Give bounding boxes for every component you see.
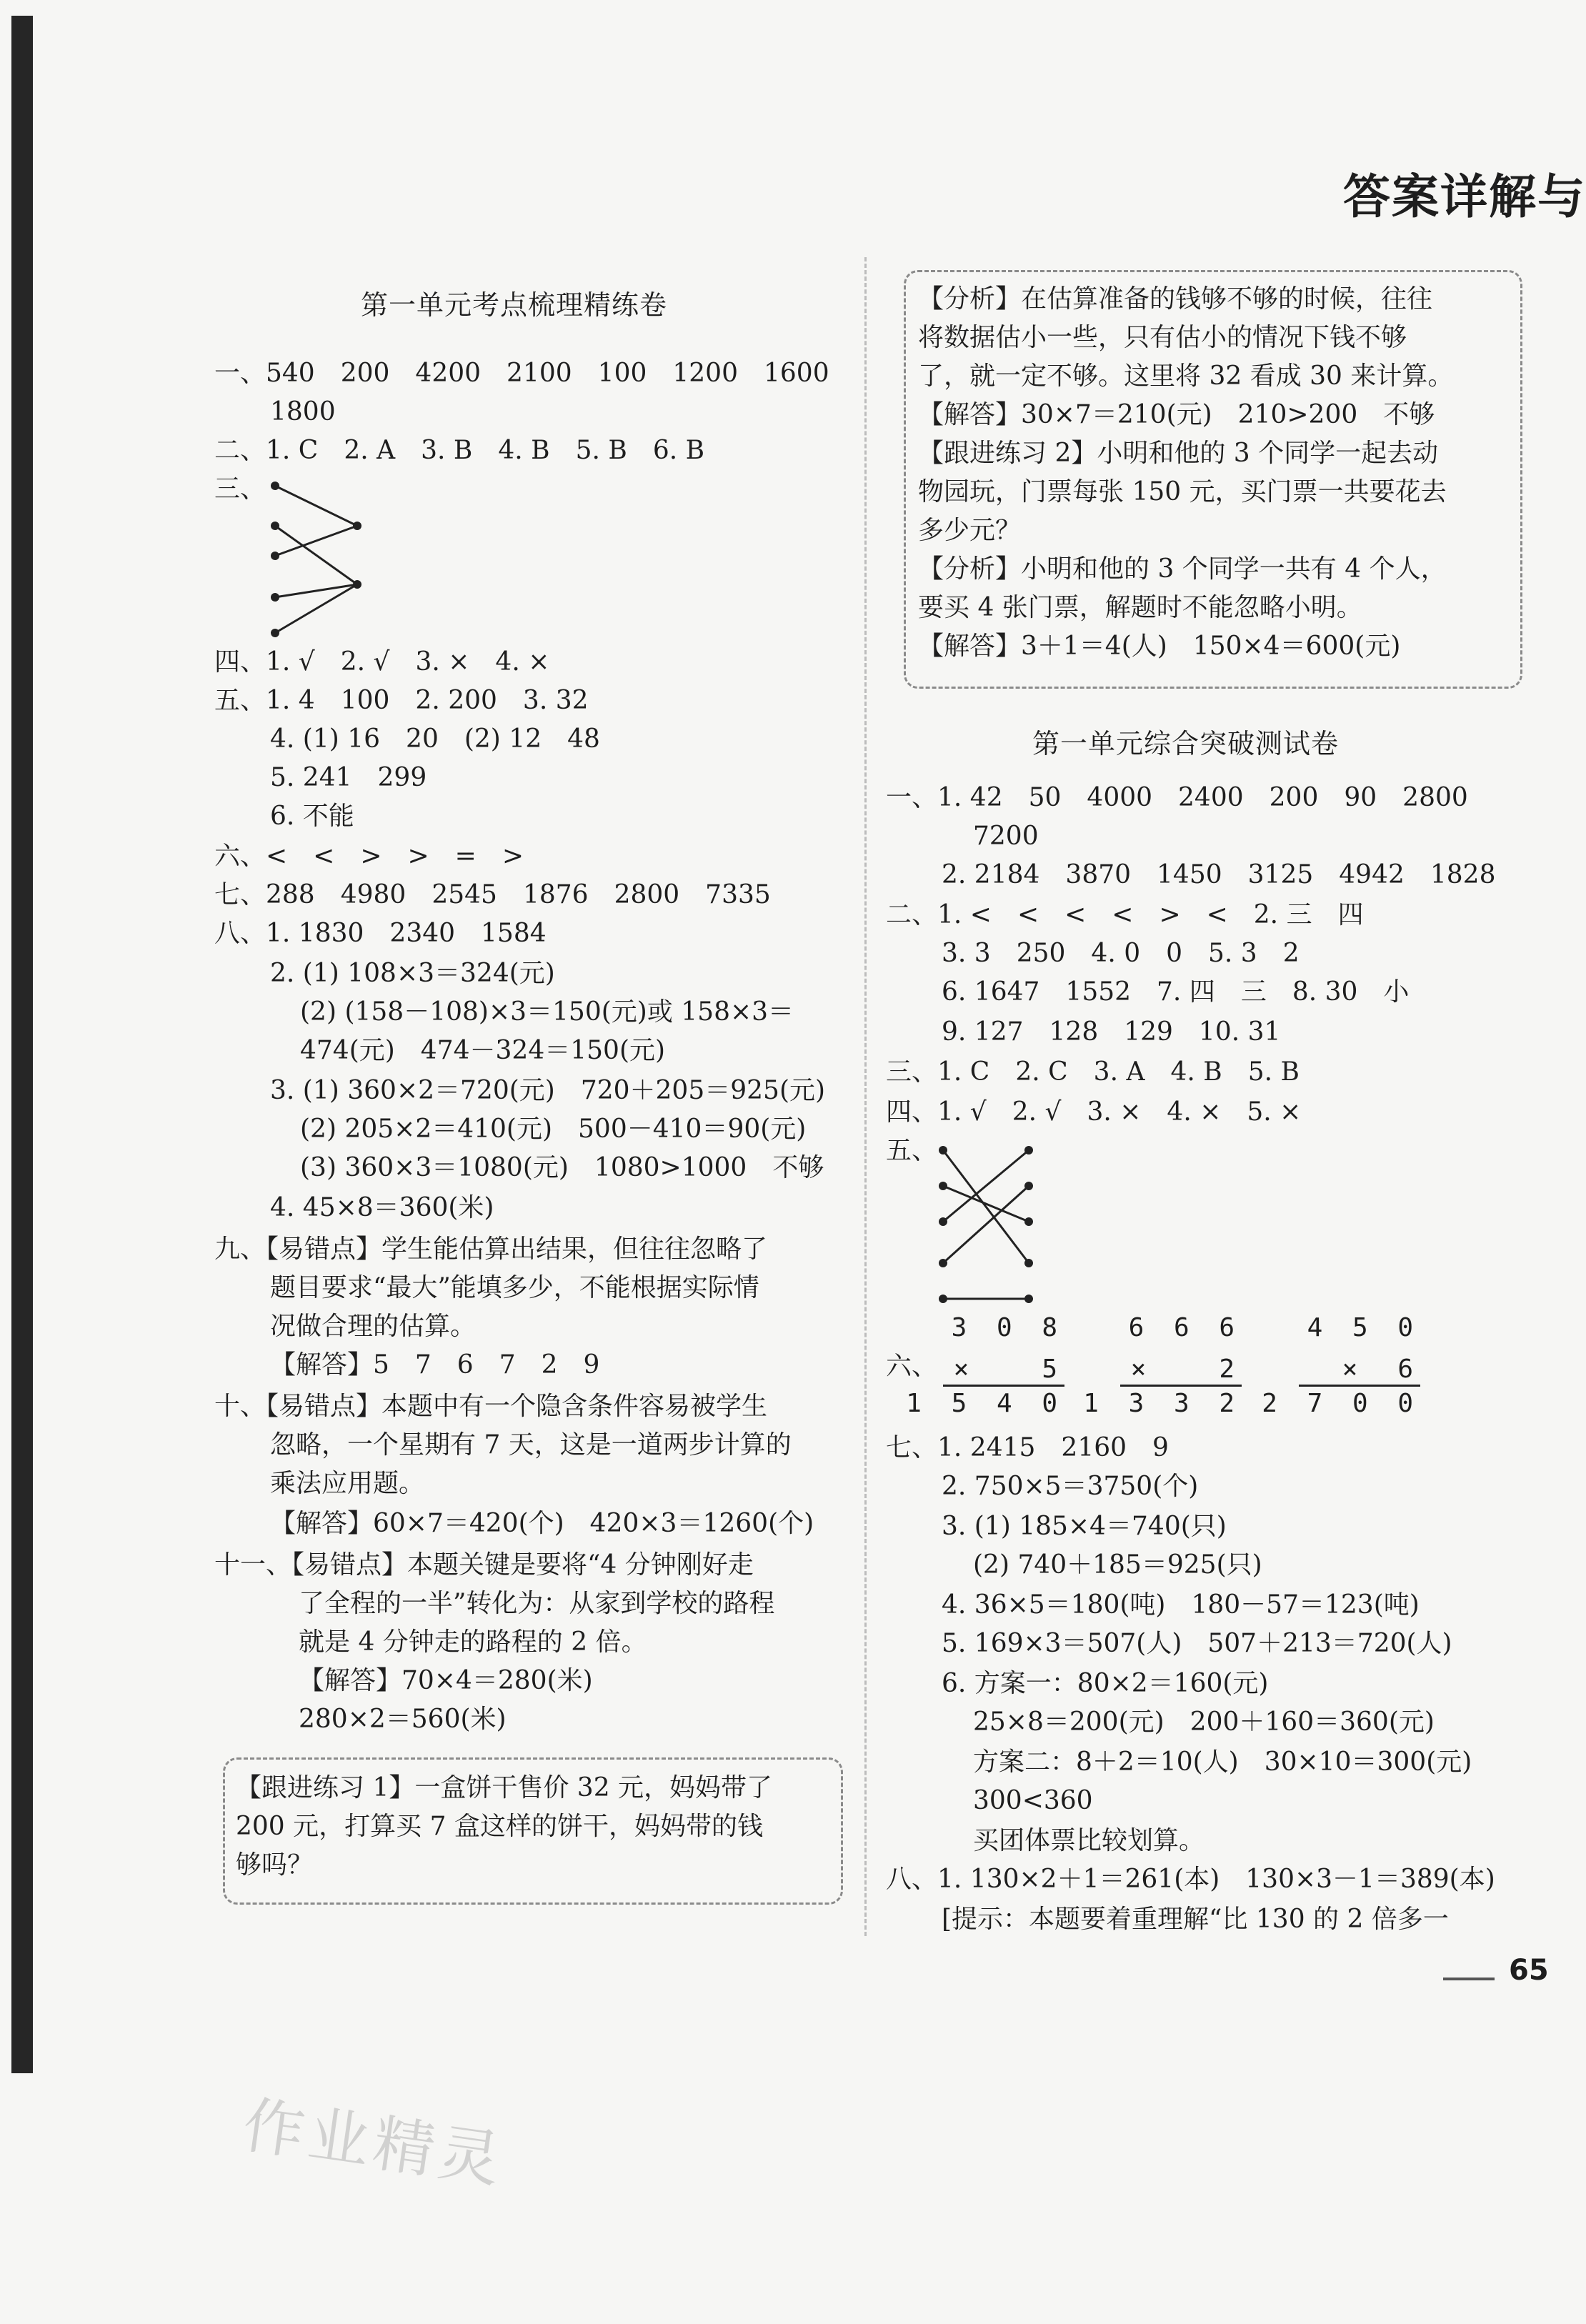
- answer-line: 5. 169×3＝507(人) 507＋213＝720(人): [942, 1629, 1452, 1658]
- answer-line: 六、< < > > = >: [214, 842, 524, 871]
- answer-line: 9. 127 128 129 10. 31: [942, 1017, 1281, 1047]
- answer-line: 2. 2184 3870 1450 3125 4942 1828: [942, 860, 1496, 889]
- mult-top: 3 0 8: [951, 1313, 1064, 1342]
- box-line: 【跟进练习 1】一盒饼干售价 32 元，妈妈带了: [236, 1773, 773, 1802]
- answer-line: 280×2＝560(米): [299, 1705, 507, 1734]
- answer-line: 七、288 4980 2545 1876 2800 7335: [214, 880, 771, 909]
- answer-line: 方案二：8＋2＝10(人) 30×10＝300(元): [973, 1747, 1472, 1777]
- answer-line: 二、1. C 2. A 3. B 4. B 5. B 6. B: [214, 436, 705, 465]
- answer-line: 题目要求“最大”能填多少，不能根据实际情: [270, 1273, 759, 1302]
- answer-line: 2. 750×5＝3750(个): [942, 1472, 1199, 1501]
- box-line: 物园玩，门票每张 150 元，买门票一共要花去: [918, 477, 1447, 507]
- mult-mid: × 6: [1342, 1355, 1420, 1384]
- box-line: 将数据估小一些，只有估小的情况下钱不够: [918, 323, 1407, 352]
- answer-line: 25×8＝200(元) 200＋160＝360(元): [973, 1707, 1435, 1737]
- answer-line: 四、1. √ 2. √ 3. × 4. × 5. ×: [886, 1097, 1302, 1127]
- answer-line: 7200: [973, 822, 1039, 851]
- answer-line: 6. 1647 1552 7. 四 三 8. 30 小: [942, 977, 1410, 1007]
- answer-line: 【解答】5 7 6 7 2 9: [270, 1350, 600, 1380]
- box-line: 多少元？: [918, 516, 1022, 545]
- answer-line: 况做合理的估算。: [270, 1312, 477, 1341]
- box-line: 【解答】30×7＝210(元) 210>200 不够: [918, 400, 1435, 429]
- answer-line: 五、1. 4 100 2. 200 3. 32: [214, 686, 589, 715]
- answer-line: 八、1. 1830 2340 1584: [214, 919, 547, 948]
- answer-line: 6. 不能: [270, 802, 354, 831]
- answer-line: 【解答】70×4＝280(米): [299, 1666, 593, 1695]
- answer-line: (2) 205×2＝410(元) 500－410＝90(元): [300, 1114, 807, 1144]
- answer-line: (3) 360×3＝1080(元) 1080>1000 不够: [300, 1153, 824, 1182]
- answer-line: 九、【易错点】学生能估算出结果，但往往忽略了: [214, 1235, 768, 1264]
- box-line: 【跟进练习 2】小明和他的 3 个同学一起去动: [918, 439, 1439, 468]
- answer-line: 一、1. 42 50 4000 2400 200 90 2800: [886, 783, 1468, 812]
- answer-line: 474(元) 474－324＝150(元): [300, 1036, 666, 1065]
- answer-line: 七、1. 2415 2160 9: [886, 1433, 1169, 1462]
- answer-line: 五、: [886, 1136, 938, 1165]
- answer-line: 1800: [270, 397, 336, 427]
- answer-line: 三、: [214, 474, 266, 504]
- answer-line: (2) (158－108)×3＝150(元)或 158×3＝: [300, 997, 794, 1027]
- page-header-title: 答案详解与: [1343, 169, 1586, 224]
- answer-line: 4. 36×5＝180(吨) 180－57＝123(吨): [942, 1590, 1420, 1620]
- vertical-multiplication: [1083, 1313, 1242, 1427]
- answer-line: 忽略，一个星期有 7 天，这是一道两步计算的: [270, 1430, 792, 1460]
- box-line: 了，就一定不够。这里将 32 看成 30 来计算。: [918, 361, 1454, 391]
- section-title-right: 第一单元综合突破测试卷: [1032, 728, 1340, 759]
- watermark-graphic: 作业精灵: [238, 2089, 509, 2198]
- answer-line: 6. 方案一：80×2＝160(元): [942, 1669, 1269, 1698]
- mult-bar: [1299, 1385, 1420, 1387]
- column-divider: [864, 257, 867, 1936]
- answer-line: 4. 45×8＝360(米): [270, 1193, 494, 1222]
- answer-line: 六、: [886, 1352, 938, 1381]
- answer-line: 一、540 200 4200 2100 100 1200 1600: [214, 359, 829, 388]
- answer-line: 3. (1) 185×4＝740(只): [942, 1512, 1227, 1541]
- answer-line: 4. (1) 16 20 (2) 12 48: [270, 724, 600, 754]
- answer-line: 乘法应用题。: [270, 1469, 425, 1498]
- answer-line: (2) 740＋185＝925(只): [973, 1550, 1262, 1580]
- box-line: 【分析】小明和他的 3 个同学一共有 4 个人，: [918, 554, 1447, 584]
- box-line: 200 元，打算买 7 盒这样的饼干，妈妈带的钱: [236, 1812, 763, 1841]
- matching-diagram-right: [936, 1143, 1050, 1307]
- answer-line: 3. 3 250 4. 0 0 5. 3 2: [942, 939, 1300, 968]
- mult-mid: × 2: [1130, 1355, 1242, 1384]
- binding-spine: [11, 16, 33, 2073]
- mult-result: 1 3 3 2: [1083, 1389, 1242, 1418]
- answer-line: 3. (1) 360×2＝720(元) 720＋205＝925(元): [270, 1076, 826, 1105]
- mult-result: 1 5 4 0: [906, 1389, 1064, 1418]
- vertical-multiplication: [906, 1313, 1064, 1427]
- page-number-dash: [1443, 1978, 1495, 1980]
- answer-line: 300<360: [973, 1786, 1093, 1815]
- mult-bar: [943, 1385, 1064, 1387]
- answer-line: 了全程的一半”转化为：从家到学校的路程: [299, 1589, 775, 1618]
- answer-line: 十一、【易错点】本题关键是要将“4 分钟刚好走: [214, 1550, 754, 1580]
- answer-line: 四、1. √ 2. √ 3. × 4. ×: [214, 647, 550, 677]
- mult-top: 6 6 6: [1128, 1313, 1242, 1342]
- matching-diagram-left: [268, 477, 375, 642]
- mult-result: 2 7 0 0: [1262, 1389, 1420, 1418]
- mult-bar: [1120, 1385, 1242, 1387]
- box-line: 够吗？: [236, 1850, 314, 1880]
- answer-line: 十、【易错点】本题中有一个隐含条件容易被学生: [214, 1392, 768, 1421]
- section-title-left: 第一单元考点梳理精练卷: [361, 289, 668, 321]
- box-line: 要买 4 张门票，解题时不能忽略小明。: [918, 593, 1362, 622]
- mult-top: 4 5 0: [1307, 1313, 1420, 1342]
- answer-line: 买团体票比较划算。: [973, 1826, 1205, 1855]
- answer-line: [提示：本题要着重理解“比 130 的 2 倍多一: [942, 1905, 1449, 1934]
- answer-line: 5. 241 299: [270, 763, 427, 792]
- answer-line: 三、1. C 2. C 3. A 4. B 5. B: [886, 1057, 1300, 1087]
- answer-line: 八、1. 130×2＋1＝261(本) 130×3－1＝389(本): [886, 1865, 1495, 1894]
- answer-line: 2. (1) 108×3＝324(元): [270, 959, 555, 988]
- box-line: 【解答】3＋1＝4(人) 150×4＝600(元): [918, 632, 1401, 661]
- page-number: 65: [1509, 1954, 1549, 1987]
- box-line: 【分析】在估算准备的钱够不够的时候，往往: [918, 284, 1433, 314]
- answer-line: 【解答】60×7＝420(个) 420×3＝1260(个): [270, 1509, 814, 1538]
- answer-line: 二、1. < < < < > < 2. 三 四: [886, 900, 1364, 929]
- mult-mid: × 5: [953, 1355, 1064, 1384]
- answer-line: 就是 4 分钟走的路程的 2 倍。: [299, 1627, 647, 1657]
- vertical-multiplication: [1262, 1313, 1420, 1427]
